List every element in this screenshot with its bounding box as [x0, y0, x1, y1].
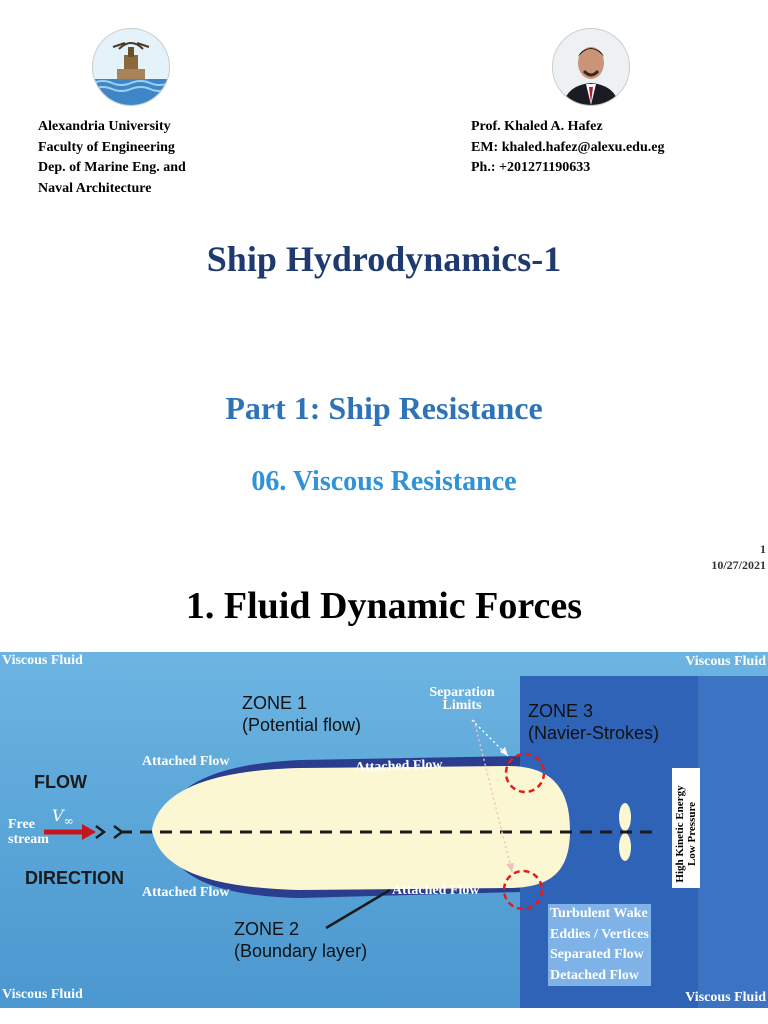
page-number: 1 [760, 542, 766, 556]
institution-block [38, 117, 186, 199]
viscous-fluid-label: Viscous Fluid [685, 654, 766, 669]
flow-diagram [0, 652, 768, 1008]
zone1-label [242, 692, 361, 736]
zone2-title: ZONE 2 [234, 919, 300, 939]
energy-label-box [672, 768, 700, 888]
free-stream-label: Free stream [8, 817, 49, 847]
zone1-title: ZONE 1 [242, 693, 308, 713]
wake-item: Detached Flow [550, 967, 640, 983]
ship-body [152, 766, 570, 890]
attached-flow-label: Attached Flow [354, 757, 443, 776]
instructor-name: Prof. Khaled A. Hafez [471, 119, 603, 134]
institution-line: Alexandria University [38, 119, 171, 134]
energy-line: Low Pressure [686, 801, 698, 867]
velocity-symbol: V [52, 806, 64, 825]
course-title: Ship Hydrodynamics-1 [206, 239, 562, 279]
attached-flow-label: Attached Flow [142, 754, 230, 769]
viscous-fluid-label: Viscous Fluid [685, 990, 766, 1005]
attached-flow-label: Attached Flow [142, 885, 230, 900]
zone3-subtitle: (Navier-Strokes) [528, 723, 660, 743]
direction-label: DIRECTION [25, 868, 124, 888]
page-info [711, 541, 766, 573]
slide-date: 10/27/2021 [711, 558, 766, 572]
instructor-block [471, 117, 664, 179]
zone3-title: ZONE 3 [528, 701, 594, 721]
energy-line: High Kinetic Energy [674, 785, 686, 883]
institution-line: Faculty of Engineering [38, 139, 175, 155]
wake-description [548, 904, 651, 986]
instructor-email: EM: khaled.hafez@alexu.edu.eg [471, 139, 665, 155]
velocity-subscript: ∞ [63, 814, 74, 829]
separation-limits-label: Separation Limits [429, 685, 495, 713]
zone2-subtitle: (Boundary layer) [234, 941, 368, 961]
professor-photo [552, 28, 630, 106]
zone3-edge [698, 676, 768, 1008]
energy-label [674, 774, 698, 894]
flow-label: FLOW [34, 772, 87, 792]
velocity-label [52, 806, 74, 828]
vortex-lower [619, 833, 631, 861]
section-heading: 1. Fluid Dynamic Forces [185, 585, 583, 627]
lecture-title: 06. Viscous Resistance [251, 466, 517, 497]
institution-line: Naval Architecture [38, 180, 152, 196]
viscous-fluid-label: Viscous Fluid [2, 653, 83, 668]
wake-item: Separated Flow [550, 947, 644, 962]
zone3-label [528, 700, 659, 744]
part-title: Part 1: Ship Resistance [225, 390, 543, 426]
instructor-phone: Ph.: +201271190633 [471, 160, 591, 175]
attached-flow-label: Attached Flow [392, 883, 480, 898]
zone2-label [234, 918, 367, 962]
zone1-subtitle: (Potential flow) [242, 715, 362, 735]
wake-item: Eddies / Vertices [550, 926, 649, 942]
viscous-fluid-label: Viscous Fluid [2, 987, 83, 1002]
vortex-upper [619, 803, 631, 831]
institution-line: Dep. of Marine Eng. and [38, 160, 186, 175]
university-logo [92, 28, 170, 106]
wake-item: Turbulent Wake [550, 906, 648, 921]
